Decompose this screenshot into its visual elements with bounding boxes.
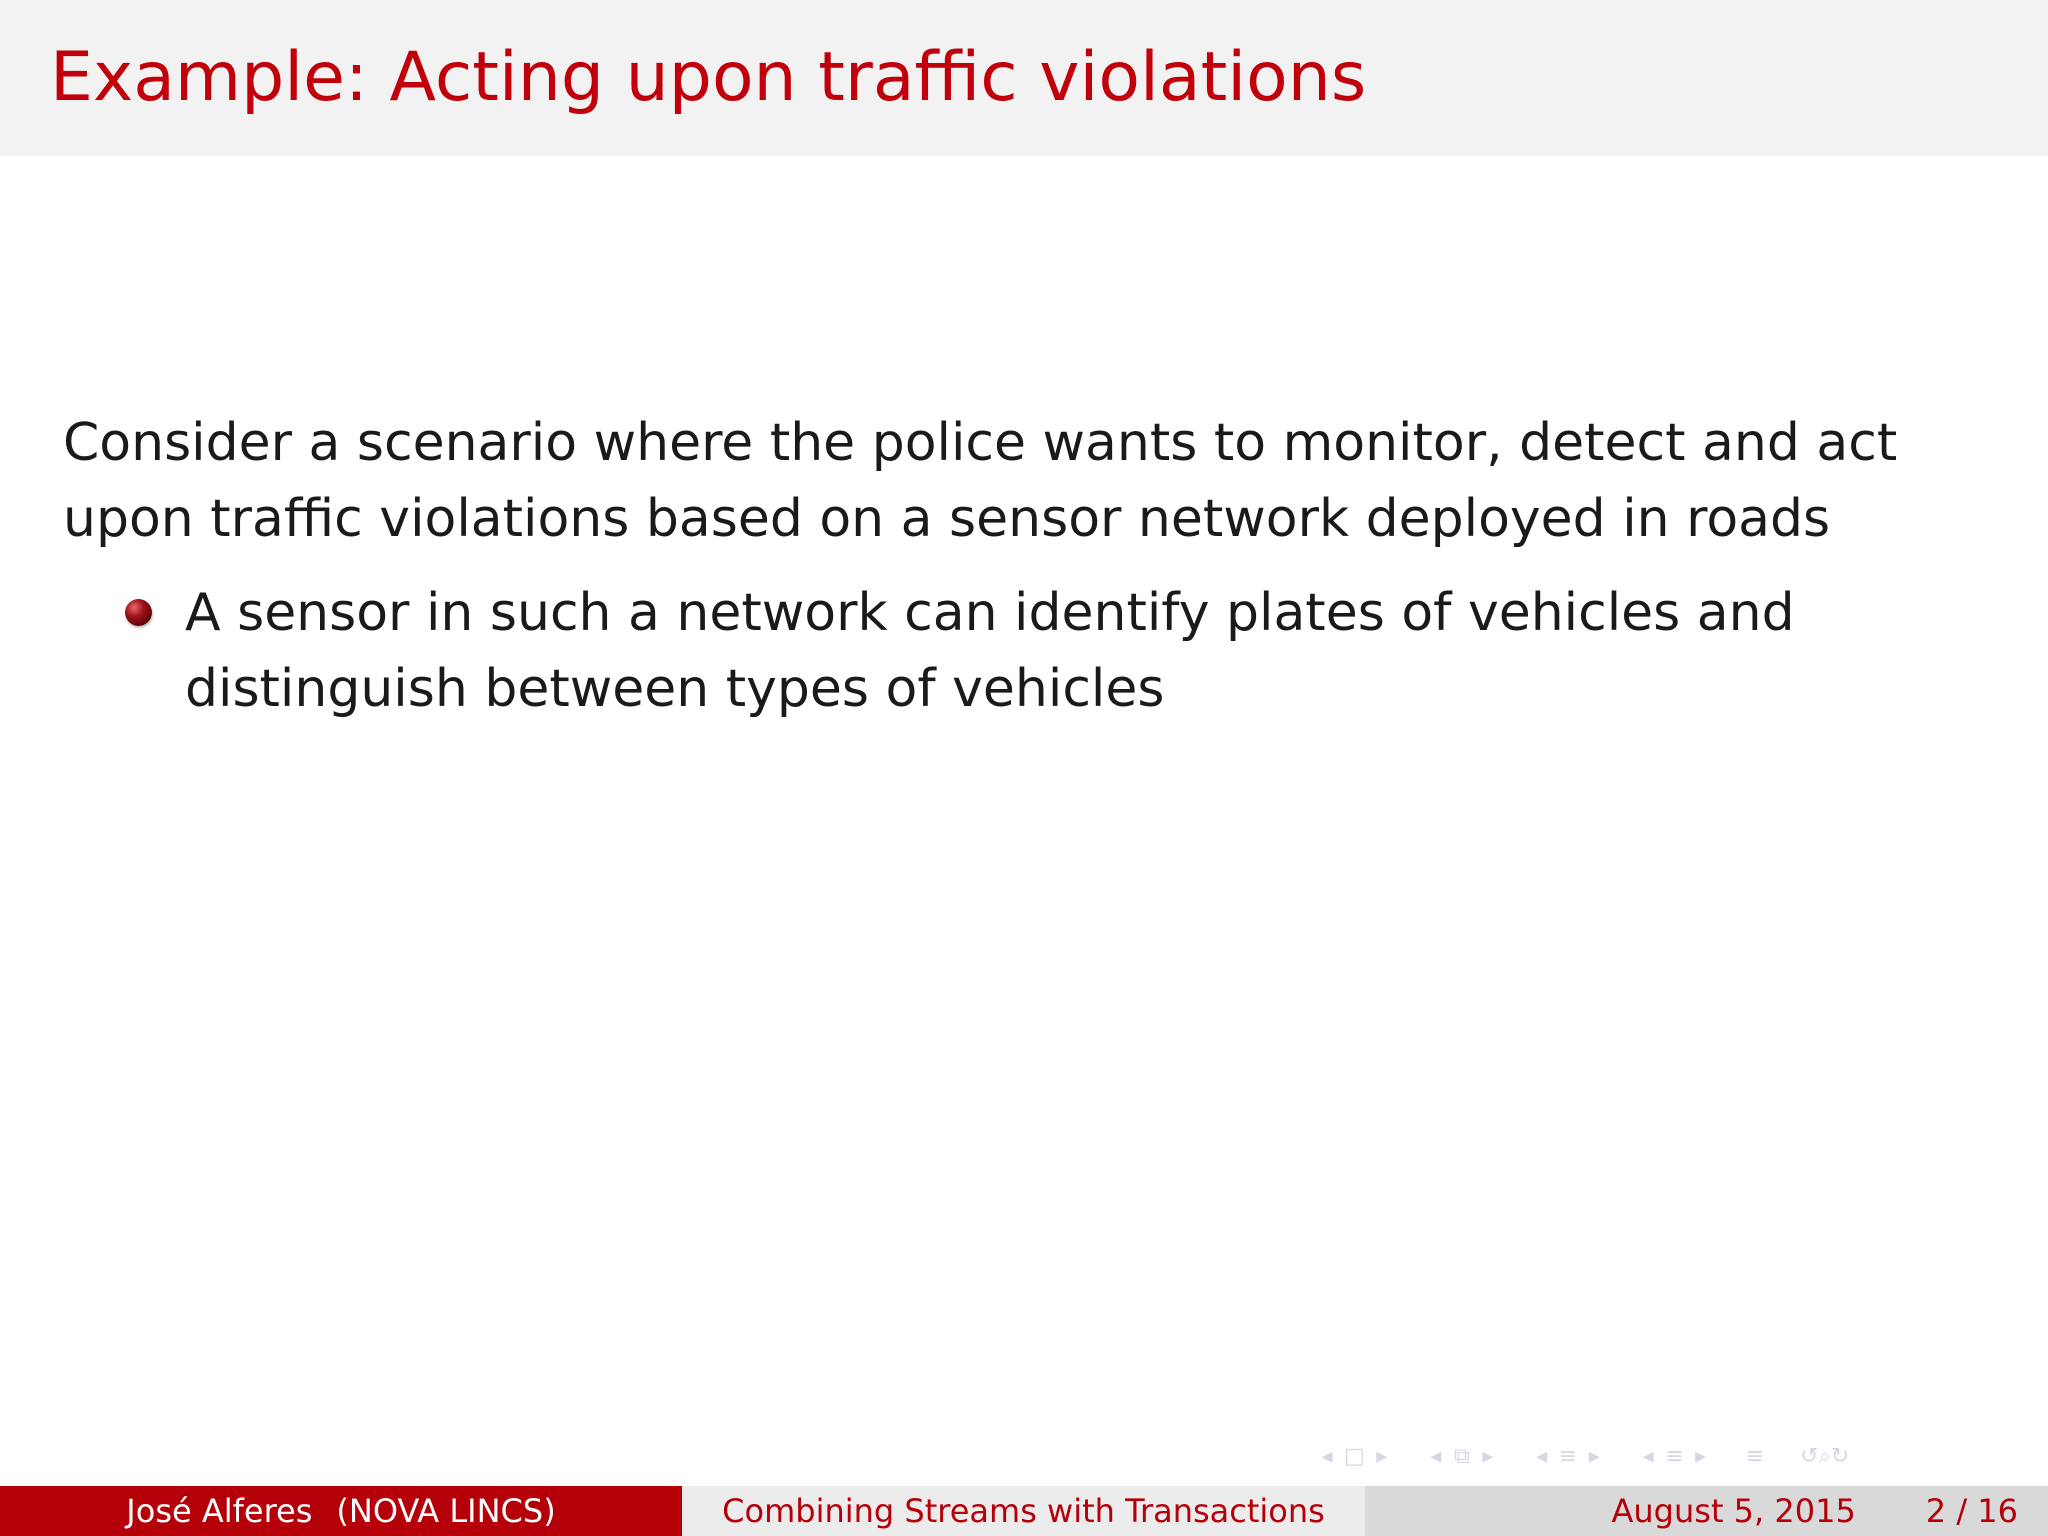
- subsection-next-icon[interactable]: ▸: [1482, 1443, 1494, 1469]
- bullet-text: A sensor in such a network can identify plates of vehicles and distinguish between types of vehicles: [185, 583, 1795, 719]
- frame-prev-icon[interactable]: ◂: [1321, 1443, 1333, 1469]
- document-prev-icon[interactable]: ◂: [1642, 1443, 1654, 1469]
- title-bar: [0, 0, 2048, 156]
- footer-author-box: [0, 1486, 682, 1536]
- outline-nav: [1746, 1444, 1764, 1469]
- document-icon[interactable]: ≡: [1665, 1443, 1684, 1469]
- section-next-icon[interactable]: ▸: [1588, 1443, 1600, 1469]
- footer-date-box: [1365, 1486, 2048, 1536]
- footer: [0, 1486, 2048, 1536]
- document-nav: [1639, 1444, 1709, 1469]
- section-prev-icon[interactable]: ◂: [1536, 1443, 1548, 1469]
- footer-date: August 5, 2015: [1611, 1492, 1856, 1530]
- slide-title: Example: Acting upon traffic violations: [50, 38, 1367, 117]
- bullet-list: [63, 575, 1963, 727]
- subsection-nav: [1427, 1444, 1497, 1469]
- bullet-item: [185, 575, 1963, 727]
- footer-page-number: 2 / 16: [1925, 1492, 2018, 1530]
- footer-author: José Alferes: [126, 1492, 313, 1530]
- bullet-ball-icon: [125, 599, 152, 626]
- document-next-icon[interactable]: ▸: [1695, 1443, 1707, 1469]
- search-icon[interactable]: ↺⌕↻: [1800, 1443, 1850, 1469]
- frame-next-icon[interactable]: ▸: [1376, 1443, 1388, 1469]
- footer-institute: (NOVA LINCS): [336, 1492, 556, 1530]
- footer-talk-title: Combining Streams with Transactions: [722, 1492, 1325, 1530]
- beamer-navigation: [1318, 1443, 1849, 1469]
- frame-nav: [1318, 1444, 1391, 1469]
- frame-icon[interactable]: □: [1344, 1443, 1365, 1469]
- outline-icon[interactable]: ≡: [1745, 1443, 1765, 1469]
- section-icon[interactable]: ≡: [1558, 1443, 1578, 1469]
- slide-body: [63, 405, 1963, 727]
- subsection-icon[interactable]: ⧉: [1453, 1443, 1470, 1469]
- footer-title-box: [682, 1486, 1365, 1536]
- section-nav: [1533, 1444, 1603, 1469]
- intro-paragraph: Consider a scenario where the police wants to monitor, detect and act upon traffic violations based on a sensor network deployed in roads: [63, 413, 1898, 549]
- subsection-prev-icon[interactable]: ◂: [1430, 1443, 1442, 1469]
